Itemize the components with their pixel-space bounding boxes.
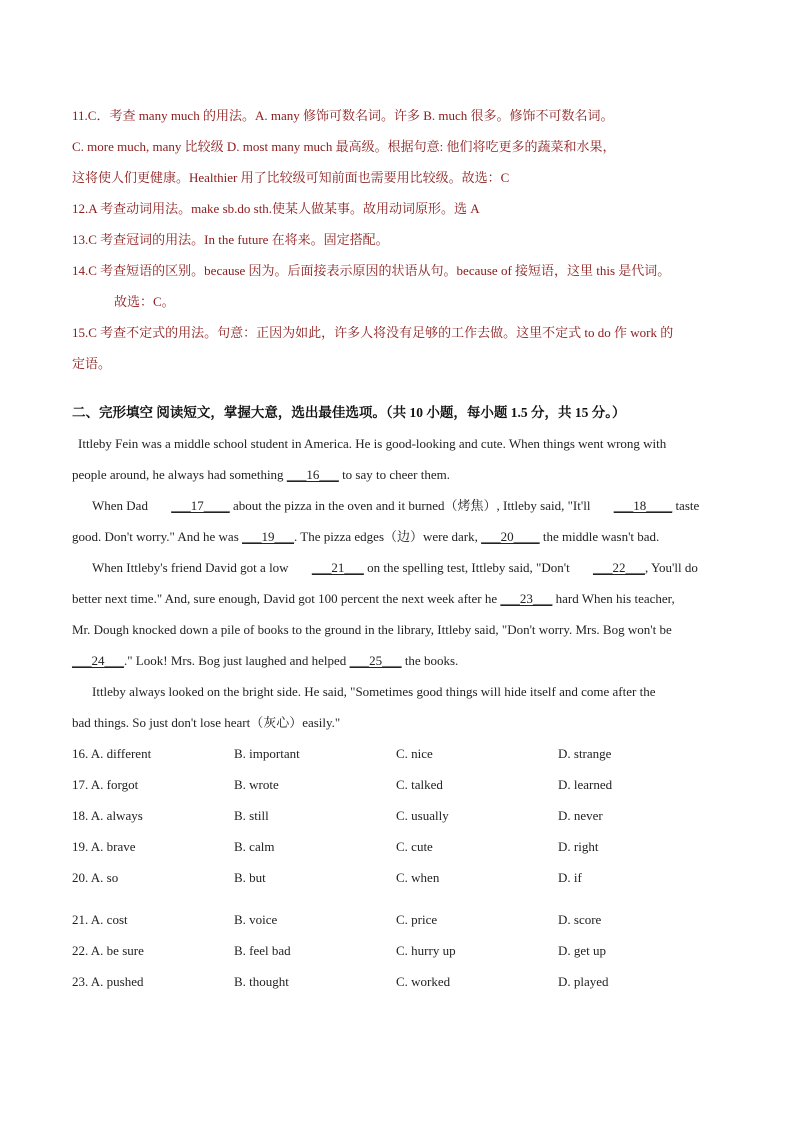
blank-22: ___22___ [592, 560, 645, 575]
passage-text: bad things. So just don't lose heart（灰心）easily." [72, 715, 341, 730]
option-c: C. talked [396, 776, 443, 792]
passage-text: . The pizza edges（边）were dark, [294, 529, 482, 544]
option-a: 23. A. pushed [72, 973, 144, 989]
answer-line: 这将使人们更健康。Healthier 用了比较级可知前面也需要用比较级。故选：C [72, 170, 510, 185]
passage-text: When Dad [92, 498, 152, 513]
answer-line: 故选：C。 [114, 294, 175, 309]
option-row [72, 904, 732, 935]
option-d: D. strange [558, 745, 612, 761]
option-a: 18. A. always [72, 807, 143, 823]
answer-line: 11.C．考查 many much 的用法。A. many 修饰可数名词。许多 B. much 很多。修饰不可数名词。 [72, 108, 614, 123]
passage-text: Mr. Dough knocked down a pile of books to the ground in the library, Ittleby said, "Don't worry. Mrs. Bog won't be [72, 622, 672, 637]
passage-text: the books. [401, 653, 459, 668]
option-b: B. but [234, 869, 266, 885]
option-b: B. feel bad [234, 942, 291, 958]
option-d: D. right [558, 838, 599, 854]
passage-text: to say to cheer them. [338, 467, 450, 482]
blank-18: ___18____ [613, 498, 673, 513]
option-row [72, 935, 732, 966]
option-c: C. when [396, 869, 440, 885]
option-c: C. price [396, 911, 438, 927]
option-d: D. if [558, 869, 582, 885]
answer-line: 15.C 考查不定式的用法。句意：正因为如此，许多人将没有足够的工作去做。这里不定式 to do 作 work 的 [72, 325, 674, 340]
passage-text: Ittleby Fein was a middle school student in America. He is good-looking and cute. When things went wrong with [78, 436, 667, 451]
passage-line [72, 614, 732, 645]
passage-line [72, 583, 732, 614]
passage-text: people around, he always had something [72, 467, 287, 482]
option-row [72, 862, 732, 893]
blank-16: ___16___ [286, 467, 339, 482]
blank-25: ___25___ [349, 653, 402, 668]
passage-line [72, 552, 732, 583]
passage-line [72, 645, 732, 676]
option-a: 20. A. so [72, 869, 119, 885]
answer-line: 13.C 考查冠词的用法。In the future 在将来。固定搭配。 [72, 232, 389, 247]
passage-line [72, 707, 732, 738]
option-row [72, 966, 732, 997]
option-d: D. learned [558, 776, 613, 792]
passage-text: the middle wasn't bad. [539, 529, 660, 544]
option-c: C. nice [396, 745, 433, 761]
passage-line [72, 490, 732, 521]
option-d: D. score [558, 911, 602, 927]
option-c: C. cute [396, 838, 433, 854]
passage-text: Ittleby always looked on the bright side. He said, "Sometimes good things will hide itself and come after the [92, 684, 656, 699]
passage-text: , You'll do [644, 560, 698, 575]
blank-24: ___24___ [72, 653, 124, 668]
blank-21: ___21___ [311, 560, 364, 575]
passage-text: on the spelling test, Ittleby said, "Don't [363, 560, 573, 575]
passage-text: ." Look! Mrs. Bog just laughed and helped [124, 653, 350, 668]
option-row [72, 831, 732, 862]
section-title: 二、完形填空 阅读短文，掌握大意，选出最佳选项。（共 10 小题，每小题 1.5 分，共 15 分。） [72, 405, 626, 420]
cloze-passage [72, 428, 732, 738]
option-d: D. get up [558, 942, 607, 958]
option-b: B. still [234, 807, 269, 823]
passage-text: hard When his teacher, [552, 591, 675, 606]
passage-text: good. Don't worry." And he was [72, 529, 243, 544]
document-page [72, 100, 732, 997]
option-b: B. thought [234, 973, 289, 989]
blank-19: ___19___ [242, 529, 295, 544]
option-c: C. usually [396, 807, 449, 823]
answer-line: 12.A 考查动词用法。make sb.do sth.使某人做某事。故用动词原形。选 A [72, 201, 480, 216]
option-a: 19. A. brave [72, 838, 136, 854]
passage-text: When Ittleby's friend David got a low [92, 560, 292, 575]
option-row [72, 769, 732, 800]
passage-line [72, 428, 732, 459]
option-b: B. wrote [234, 776, 279, 792]
option-d: D. played [558, 973, 609, 989]
passage-text: better next time." And, sure enough, David got 100 percent the next week after he [72, 591, 501, 606]
option-a: 21. A. cost [72, 911, 128, 927]
option-row [72, 738, 732, 769]
answer-line: 定语。 [72, 356, 112, 371]
option-a: 17. A. forgot [72, 776, 139, 792]
passage-line [72, 521, 732, 552]
option-c: C. worked [396, 973, 451, 989]
passage-line [72, 676, 732, 707]
option-a: 16. A. different [72, 745, 152, 761]
options-list [72, 738, 732, 997]
option-row [72, 800, 732, 831]
option-d: D. never [558, 807, 603, 823]
answer-line: C. more much, many 比较级 D. most many much 最高级。根据句意: 他们将吃更多的蔬菜和水果， [72, 139, 616, 154]
passage-text: about the pizza in the oven and it burned（烤焦）, Ittleby said, "It'll [229, 498, 594, 513]
option-b: B. calm [234, 838, 275, 854]
option-b: B. important [234, 745, 300, 761]
blank-20: ___20____ [481, 529, 540, 544]
answer-explanations [72, 100, 732, 379]
blank-23: ___23___ [500, 591, 553, 606]
blank-17: ___17____ [171, 498, 230, 513]
answer-line: 14.C 考查短语的区别。because 因为。后面接表示原因的状语从句。because of 接短语，这里 this 是代词。 [72, 263, 671, 278]
option-b: B. voice [234, 911, 278, 927]
option-a: 22. A. be sure [72, 942, 144, 958]
option-c: C. hurry up [396, 942, 456, 958]
passage-line [72, 459, 732, 490]
passage-text: taste [672, 498, 700, 513]
